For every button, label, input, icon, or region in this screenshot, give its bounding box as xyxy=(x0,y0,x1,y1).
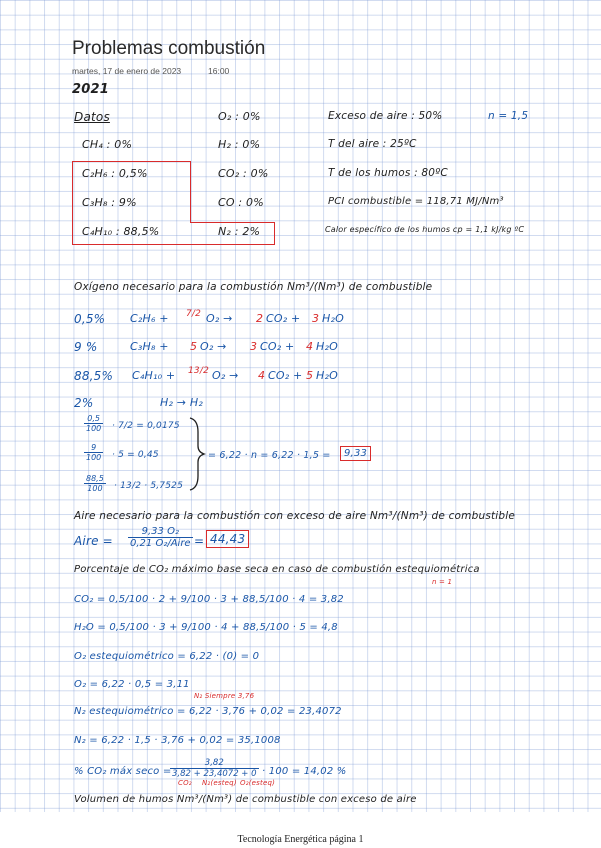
term-2-num: 9 xyxy=(84,443,103,453)
reaction-3-p2: H₂O xyxy=(316,369,338,382)
reaction-2-pct: 9 % xyxy=(74,340,98,354)
term-3-num: 88,5 xyxy=(86,474,104,483)
reaction-1-p1: CO₂ + xyxy=(266,312,301,325)
page-footer: Tecnología Energética página 1 xyxy=(237,834,364,845)
fuel-ch4: CH₄ : 0% xyxy=(82,138,133,151)
reaction-1-pct: 0,5% xyxy=(74,312,106,326)
n2-line: N₂ = 6,22 · 1,5 · 3,76 + 0,02 = 35,1008 xyxy=(74,735,281,746)
o2-line: O₂ = 6,22 · 0,5 = 3,11 xyxy=(74,679,190,690)
term-3-den: 100 xyxy=(87,484,103,493)
reaction-3-o2: O₂ → xyxy=(212,369,239,382)
reaction-2-o2: O₂ → xyxy=(200,340,227,353)
co2-line: CO₂ = 0,5/100 · 2 + 9/100 · 3 + 88,5/100 · 4 = 3,82 xyxy=(74,594,344,605)
fuel-c2h6: C₂H₆ : 0,5% xyxy=(82,167,148,180)
pct-co2-fraction xyxy=(170,758,259,779)
cond-cp: Calor específico de los humos cp = 1,1 kJ/kg ºC xyxy=(325,225,525,234)
pct-co2-label: % CO₂ máx seco = xyxy=(74,766,172,777)
air-num: 9,33 O₂ xyxy=(128,526,193,538)
reaction-2-p2-coef: 4 xyxy=(306,340,314,353)
fuel-c3h8: C₃H₈ : 9% xyxy=(82,196,137,209)
co2max-heading: Porcentaje de CO₂ máximo base seca en caso de combustión estequiométrica xyxy=(74,564,480,575)
air-boxed-result: 44,43 xyxy=(206,530,249,548)
pct-co2-num: 3,82 xyxy=(170,758,259,769)
sum-result: = 6,22 · n = 6,22 · 1,5 = xyxy=(208,450,331,461)
reaction-3-p1-coef: 4 xyxy=(258,369,266,382)
pct-co2-tail: · 100 = 14,02 % xyxy=(262,766,347,777)
term-2-rest: · 5 = 0,45 xyxy=(112,450,159,460)
term-1-den: 100 xyxy=(86,424,102,433)
cond-pci: PCI combustible = 118,71 MJ/Nm³ xyxy=(328,196,504,207)
year-note: 2021 xyxy=(72,82,109,97)
n2-note: N₂ Siempre 3,76 xyxy=(194,692,255,700)
page-time: 16:00 xyxy=(208,66,230,76)
n-equals-1-label: n = 1 xyxy=(432,578,453,586)
oxygen-heading: Oxígeno necesario para la combustión Nm³/(Nm³) de combustible xyxy=(74,281,433,293)
reaction-3-pct: 88,5% xyxy=(74,369,114,383)
reaction-2-p2: H₂O xyxy=(316,340,338,353)
air-fraction xyxy=(128,526,193,549)
n-value: n = 1,5 xyxy=(488,110,529,122)
air-equals: = xyxy=(194,534,205,548)
gas-co: CO : 0% xyxy=(218,196,264,209)
page-date: martes, 17 de enero de 2023 xyxy=(72,66,182,76)
reaction-3-p1: CO₂ + xyxy=(268,369,303,382)
under-label-o2: O₂(esteq) xyxy=(240,779,276,787)
o2-boxed-result: 9,33 xyxy=(340,446,371,461)
page-title: Problemas combustión xyxy=(72,38,266,59)
n2-esteq-line: N₂ estequiométrico = 6,22 · 3,76 + 0,02 = 23,4072 xyxy=(74,706,342,717)
gas-o2: O₂ : 0% xyxy=(218,110,261,123)
curly-brace xyxy=(190,418,204,490)
reaction-1-coef: 7/2 xyxy=(186,309,202,319)
reaction-2-coef: 5 xyxy=(190,340,198,353)
pct-co2-den: 3,82 + 23,4072 + 0 xyxy=(172,769,257,779)
gas-n2: N₂ : 2% xyxy=(218,225,261,238)
o2-esteq-line: O₂ estequiométrico = 6,22 · (0) = 0 xyxy=(74,651,260,662)
term-1-num: 0,5 xyxy=(84,414,103,424)
term-1-rest: · 7/2 = 0,0175 xyxy=(112,421,180,431)
reaction-1-p2-coef: 3 xyxy=(312,312,320,325)
term-2-den: 100 xyxy=(86,453,102,462)
reaction-3-coef: 13/2 xyxy=(188,366,210,376)
humos-heading: Volumen de humos Nm³/(Nm³) de combustible con exceso de aire xyxy=(74,794,417,805)
gas-co2: CO₂ : 0% xyxy=(218,167,269,180)
reaction-2-p1: CO₂ + xyxy=(260,340,295,353)
under-label-co2: CO₂ xyxy=(178,779,192,787)
term-3-rest: · 13/2 · 5,7525 xyxy=(114,481,184,491)
h2-reaction: H₂ → H₂ xyxy=(160,396,203,409)
h2-pct: 2% xyxy=(74,396,94,410)
fuel-c4h10: C₄H₁₀ : 88,5% xyxy=(82,225,160,238)
under-label-n2: N₂(esteq) xyxy=(202,779,237,787)
reaction-1-p1-coef: 2 xyxy=(256,312,264,325)
reaction-1-o2: O₂ → xyxy=(206,312,233,325)
cond-exceso-aire: Exceso de aire : 50% xyxy=(328,110,443,122)
reaction-1-lhs: C₂H₆ + xyxy=(130,312,169,325)
reaction-2-p1-coef: 3 xyxy=(250,340,258,353)
reaction-1-p2: H₂O xyxy=(322,312,344,325)
air-heading: Aire necesario para la combustión con exceso de aire Nm³/(Nm³) de combustible xyxy=(74,510,516,522)
air-label: Aire = xyxy=(74,534,113,548)
cond-t-humos: T de los humos : 80ºC xyxy=(328,167,448,179)
h2o-line: H₂O = 0,5/100 · 3 + 9/100 · 4 + 88,5/100 · 5 = 4,8 xyxy=(74,622,338,633)
datos-heading: Datos xyxy=(74,110,110,124)
cond-t-aire: T del aire : 25ºC xyxy=(328,138,417,150)
reaction-2-lhs: C₃H₈ + xyxy=(130,340,169,353)
reaction-3-p2-coef: 5 xyxy=(306,369,314,382)
reaction-3-lhs: C₄H₁₀ + xyxy=(132,369,176,382)
gas-h2: H₂ : 0% xyxy=(218,138,261,151)
air-den: 0,21 O₂/Aire xyxy=(130,538,191,549)
